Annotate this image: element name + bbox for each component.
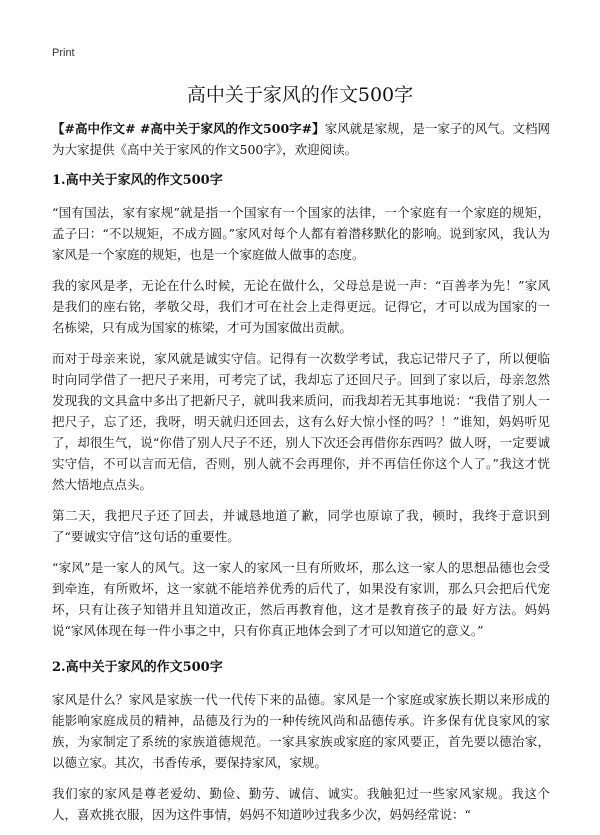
paragraph: 我的家风是孝，无论在什么时候，无论在做什么，父母总是说一声：“百善孝为先！”家风是我们的座右铭，孝敬父母，我们才可在社会上走得更远。记得它，才可以成为国家的一名栋梁，只有成为国家的栋梁，才可为国家做出贡献。 <box>52 278 550 335</box>
paragraph: 而对于母亲来说，家风就是诚实守信。记得有一次数学考试，我忘记带尺子了，所以便临时向同学借了一把尺子来用，可考完了试，我却忘了还回尺子。回到了家以后，母亲忽然发现我的文具盒中多出了把新尺子，就叫我来质问，而我却若无其事地说：“我借了别人一把尺子，忘了还，我呀，明天就归还回去，这有么好大惊小怪的吗？！”谁知，妈妈听见了，却很生气，说“你借了别人尺子不还，别人下次还会再借你东西吗？做人呀，一定要诚实守信，不可以言而无信，否则，别人就不会再理你，并不再信任你这个人了。”我这才恍然大悟地点点头。 <box>52 351 550 492</box>
page-title: 高中关于家风的作文500字 <box>186 84 414 106</box>
paragraph: 家风是什么？家风是家族一代一代传下来的品德。家风是一个家庭或家族长期以来形成的能影响家庭成员的精神，品德及行为的一种传统风尚和品德传承。许多保有优良家风的家族，为家制定了系统的家族道德规范。一家具家族或家庭的家风要正，首先要以德治家，以德立家。其次，书香传承，要保持家风，家规。 <box>52 692 550 770</box>
paragraph: 第二天，我把尺子还了回去，并诚恳地道了歉，同学也原谅了我，顿时，我终于意识到了“要诚实守信”这句话的重要性。 <box>52 508 550 544</box>
article-body <box>52 118 550 835</box>
section-heading-1: 1.高中关于家风的作文500字 <box>52 173 223 188</box>
intro-tags: 【#高中作文# #高中关于家风的作文500字#】 <box>52 121 325 136</box>
paragraph: 我们家的家风是尊老爱幼、勤俭、勤劳、诚信、诚实。我触犯过一些家风家规。我这个人，喜欢挑衣服，因为这件事情，妈妈不知道吵过我多少次，妈妈经常说：“ <box>52 786 550 822</box>
paragraph: “家风”是一家人的风气。这一家人的家风一旦有所败坏，那么这一家人的思想品德也会受到牵连，有所败坏，这一家就不能培养优秀的后代了，如果没有家训，那么只会把后代宠坏，只有让孩子知错并且知道改正，然后再教育他，这才是教育孩子的最 好方法。妈妈说“家风体现在每一件小事之中，只有你真正地体会到了才可以知道它的意义。” <box>52 560 550 638</box>
paragraph: “国有国法，家有家规”就是指一个国家有一个国家的法律，一个家庭有一个家庭的规矩，孟子曰：“不以规矩，不成方圆。”家风对每个人都有着潜移默化的影响。说到家风，我认为家风是一个家庭的规矩，也是一个家庭做人做事的态度。 <box>52 205 550 262</box>
intro-paragraph <box>52 118 550 160</box>
intro-text: 家风就是家规，是一家子的风气。文档网为大家提供《高中关于家风的作文500字》，欢迎阅读。 <box>52 121 550 157</box>
section-heading-2: 2.高中关于家风的作文500字 <box>52 660 223 675</box>
print-label: Print <box>52 47 75 59</box>
